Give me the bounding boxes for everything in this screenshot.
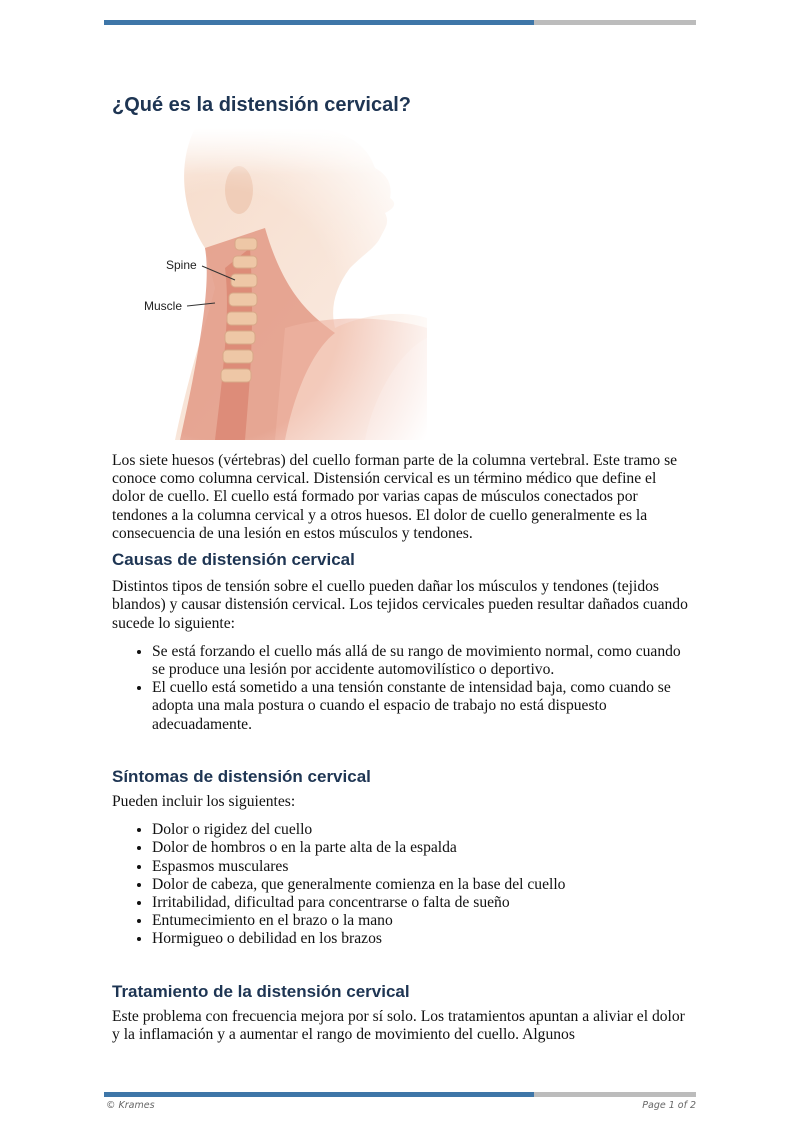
list-item: • Dolor de cabeza, que generalmente comienza en la base del cuello: [152, 876, 692, 894]
list-item: • Hormigueo o debilidad en los brazos: [152, 930, 692, 948]
article-body: [112, 452, 692, 1044]
intro-paragraph: Los siete huesos (vértebras) del cuello forman parte de la columna vertebral. Este tramo se conoce como columna cervical. Distensión cervical es un término médico que define el dolor de cuello. El cuello está formado por varias capas de músculos conectados por tendones a la columna cervical y a otros huesos. El dolor de cuello generalmente es la consecuencia de una lesión en estos músculos y tendones.: [112, 452, 678, 542]
header-progress-bar: [104, 20, 696, 25]
causes-heading: Causas de distensión cervical: [112, 550, 355, 570]
neck-anatomy-illustration: [135, 128, 427, 440]
footer-bar-track: [534, 1092, 696, 1097]
list-item: • Irritabilidad, dificultad para concentrarse o falta de sueño: [152, 894, 692, 912]
copyright-text: © Krames: [106, 1100, 155, 1111]
treatment-heading: Tratamiento de la distensión cervical: [112, 981, 410, 1001]
list-item: • El cuello está sometido a una tensión constante de intensidad baja, como cuando se adopta una mala postura o cuando el espacio de trabajo no está dispuesto adecuadamente.: [152, 679, 692, 734]
footer-progress-bar: [104, 1092, 696, 1097]
spine-label: Spine: [166, 258, 197, 272]
muscle-label: Muscle: [144, 299, 183, 313]
causes-list: [112, 643, 692, 734]
causes-paragraph: Distintos tipos de tensión sobre el cuello pueden dañar los músculos y tendones (tejidos blandos) y causar distensión cervical. Los tejidos cervicales pueden resultar dañados cuando sucede lo siguiente:: [112, 578, 688, 632]
symptoms-heading: Síntomas de distensión cervical: [112, 766, 371, 786]
page-title: ¿Qué es la distensión cervical?: [112, 94, 412, 116]
list-item: • Entumecimiento en el brazo o la mano: [152, 912, 692, 930]
treatment-paragraph: Este problema con frecuencia mejora por sí solo. Los tratamientos apuntan a aliviar el dolor y la inflamación y a aumentar el rango de movimiento del cuello. Algunos: [112, 1007, 685, 1044]
symptoms-paragraph: Pueden incluir los siguientes:: [112, 793, 296, 811]
symptoms-list: [112, 821, 692, 948]
list-item: • Se está forzando el cuello más allá de su rango de movimiento normal, como cuando se produce una lesión por accidente automovilístico o deportivo.: [152, 643, 692, 679]
header-bar-accent: [104, 20, 534, 25]
list-item: • Dolor de hombros o en la parte alta de la espalda: [152, 839, 692, 857]
page-number: Page 1 of 2: [642, 1100, 696, 1111]
list-item: • Espasmos musculares: [152, 858, 692, 876]
header-bar-track: [534, 20, 696, 25]
footer-bar-accent: [104, 1092, 534, 1097]
list-item: • Dolor o rigidez del cuello: [152, 821, 692, 839]
